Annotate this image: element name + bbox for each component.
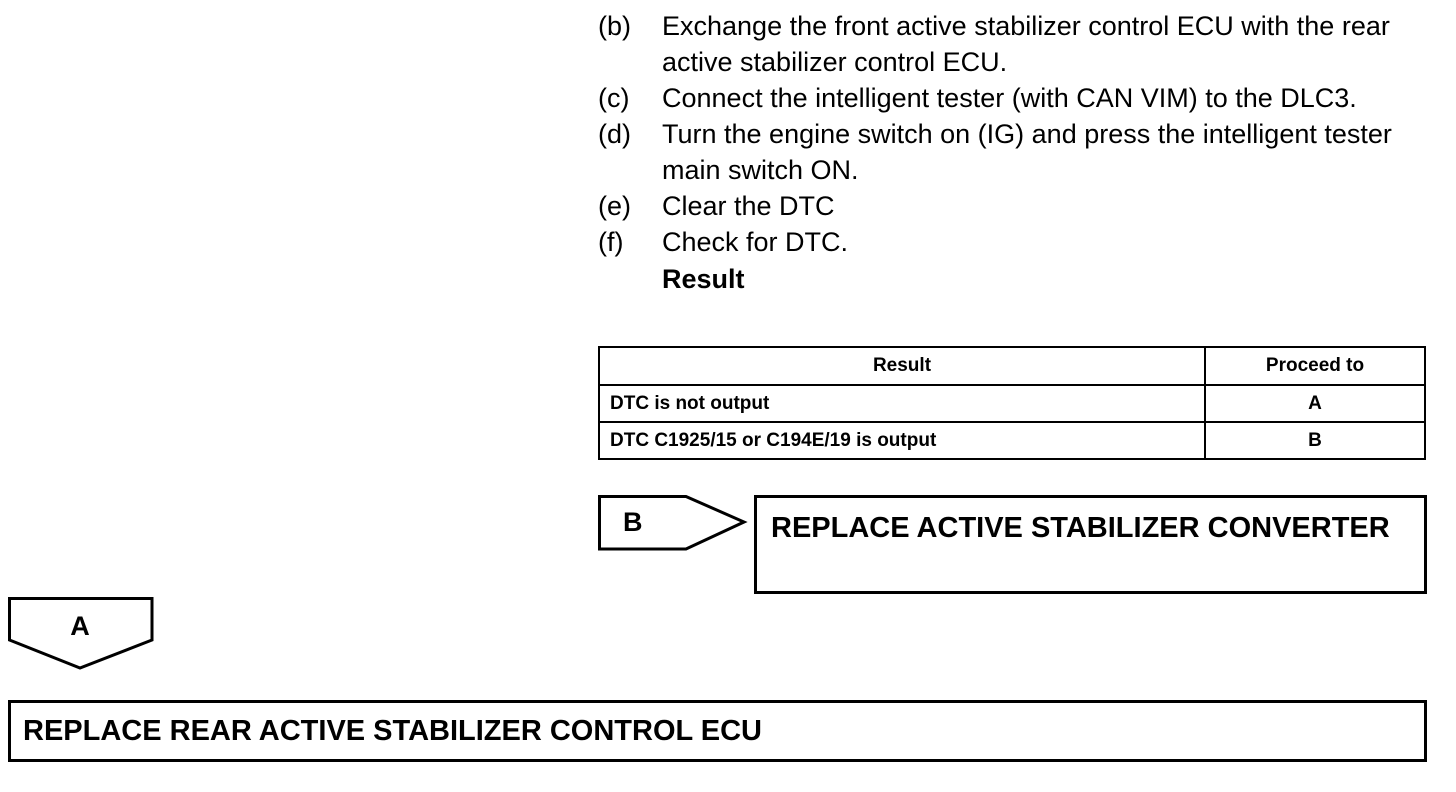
procedure-steps [598,8,1438,298]
replace-converter-text: REPLACE ACTIVE STABILIZER CONVERTER [771,512,1390,544]
step-letter: (c) [598,83,630,113]
column-header-result: Result [599,347,1205,385]
step-letter: (b) [598,11,631,41]
step-c [598,80,1438,116]
step-text: Clear the DTC [662,191,835,221]
result-table [598,346,1426,460]
step-f [598,224,1438,260]
cell-proceed: B [1205,422,1425,459]
step-d [598,116,1438,188]
branch-b-label: B [623,507,643,537]
step-text: Check for DTC. [662,227,849,257]
step-text: Turn the engine switch on (IG) and press the intelligent tester main switch ON. [662,119,1392,185]
result-heading: Result [662,264,745,294]
step-text: Connect the intelligent tester (with CAN VIM) to the DLC3. [662,83,1357,113]
replace-ecu-box [8,700,1427,762]
step-letter: (f) [598,227,624,257]
step-letter: (d) [598,119,631,149]
replace-ecu-text: REPLACE REAR ACTIVE STABILIZER CONTROL ECU [23,715,762,747]
step-b [598,8,1438,80]
cell-result: DTC C1925/15 or C194E/19 is output [599,422,1205,459]
branch-b-arrow-icon [598,495,748,551]
cell-proceed: A [1205,385,1425,422]
table-header-row [599,347,1425,385]
column-header-proceed: Proceed to [1205,347,1425,385]
step-e [598,188,1438,224]
table-row [599,422,1425,459]
step-text: Exchange the front active stabilizer control ECU with the rear active stabilizer control ECU. [662,11,1390,77]
replace-converter-box [754,495,1427,594]
cell-result: DTC is not output [599,385,1205,422]
step-letter: (e) [598,191,631,221]
table-row [599,385,1425,422]
branch-a-label: A [70,611,90,641]
